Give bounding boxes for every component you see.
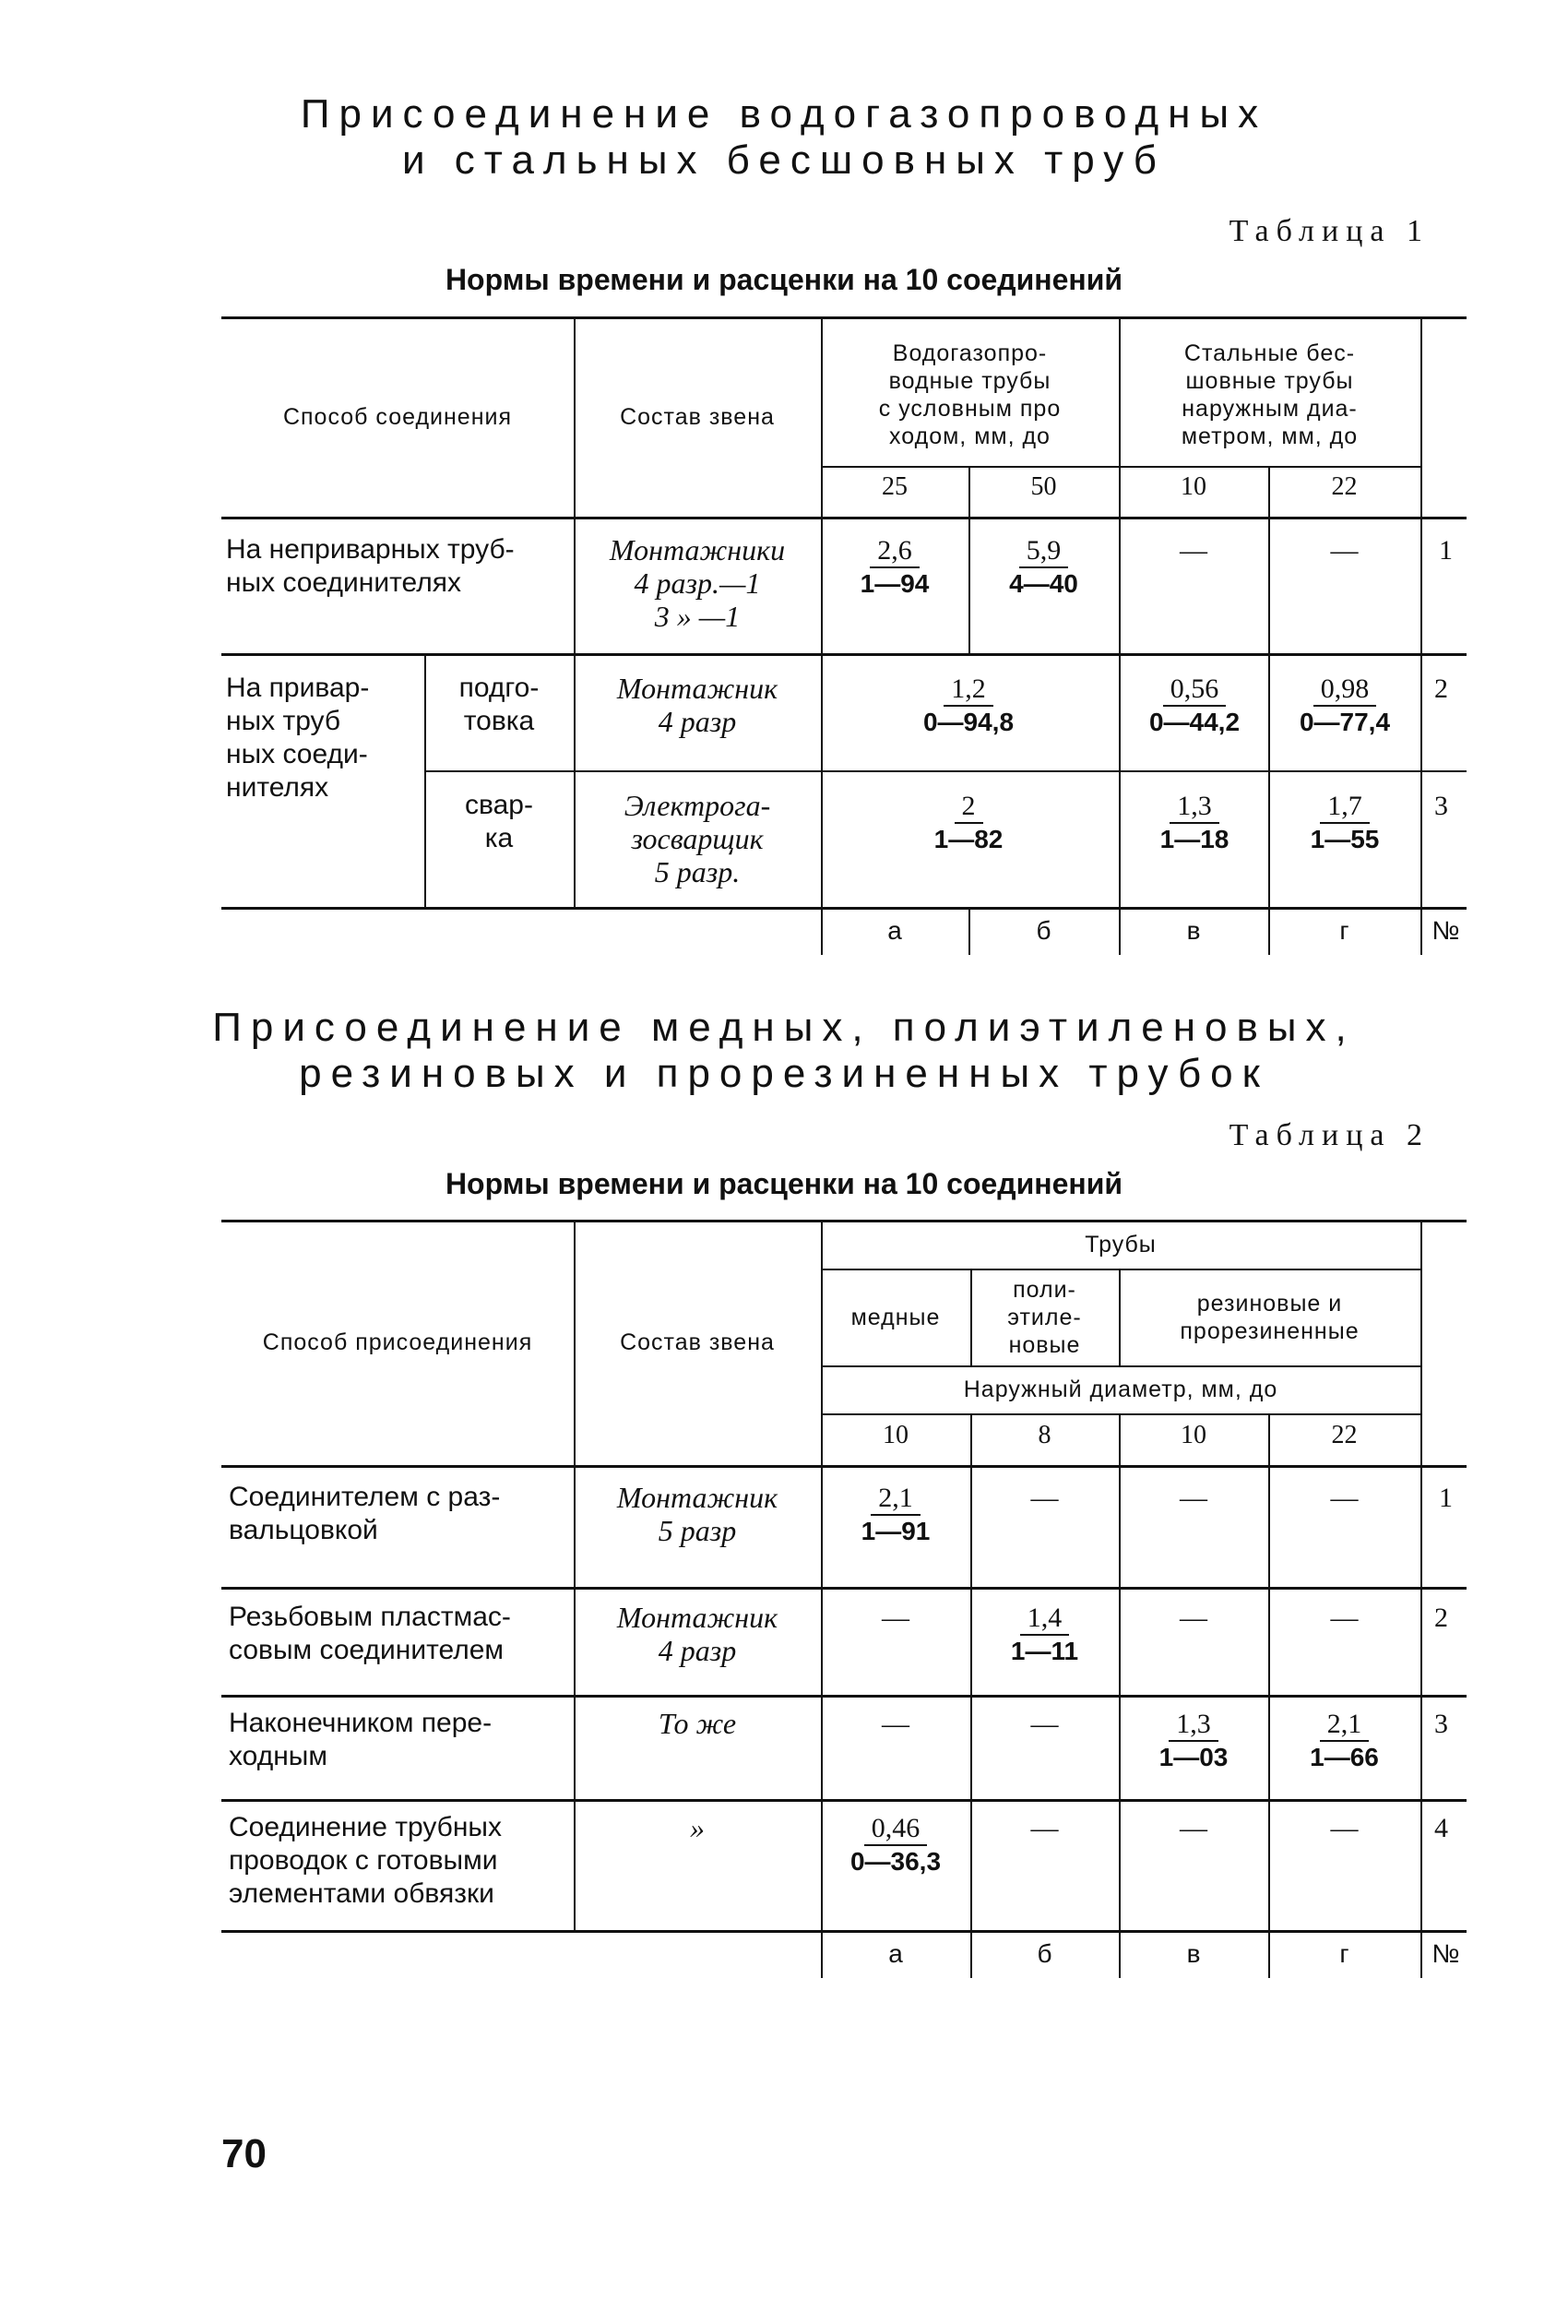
t1-header-group-a: Водогазопро- водные трубы с условным про ходом, мм, до <box>878 340 1062 449</box>
t1-key-no: № <box>1431 916 1460 945</box>
t1-row2-crew: Монтажник 4 разр <box>616 672 778 738</box>
t1-key-b: б <box>1036 916 1051 945</box>
t1-row1-d: — <box>1330 535 1359 566</box>
t2-row3-b: — <box>1030 1709 1059 1739</box>
t2-row4-b: — <box>1030 1813 1059 1843</box>
t2-row3-c: $\frac{1,3}{1—03}$ <box>1158 1709 1229 1771</box>
table2-label: Таблица 2 <box>1229 1118 1430 1152</box>
t1-row1-a: $\frac{2,6}{1—94}$ <box>860 535 930 598</box>
t1-row2-ab: $\frac{1,2}{0—94,8}$ <box>922 673 1015 736</box>
section-title-2-line2: резиновых и прорезиненных трубок <box>299 1051 1269 1096</box>
t1-key-a: а <box>887 916 902 945</box>
t1-header-group-b: Стальные бес- шовные трубы наружным диа- метром, мм, до <box>1181 340 1359 449</box>
t2-row2-c: — <box>1180 1603 1207 1633</box>
t2-row1-d: — <box>1330 1483 1359 1513</box>
t2-key-a: а <box>888 1939 903 1968</box>
t1-row1-method: На неприварных труб- ных соединителях <box>226 534 515 598</box>
t1-row3-no: 3 <box>1434 791 1448 821</box>
t2-row2-method: Резьбовым пластмас- совым соединителем <box>229 1602 511 1665</box>
t2-row2-b: $\frac{1,4}{1—11}$ <box>1010 1603 1079 1665</box>
t1-header-crew: Состав звена <box>620 403 775 430</box>
t2-row1-method: Соединителем с раз- вальцовкой <box>229 1482 501 1545</box>
t1-size-d: 22 <box>1331 472 1358 501</box>
t2-key-b: б <box>1037 1939 1052 1968</box>
t2-header-pipes: Трубы <box>1085 1231 1157 1257</box>
table1-label: Таблица 1 <box>1229 214 1430 248</box>
t2-row1-a: $\frac{2,1}{1—91}$ <box>861 1483 931 1545</box>
t1-row1-b: $\frac{5,9}{4—40}$ <box>1009 535 1078 598</box>
t2-header-copper: медные <box>850 1304 941 1330</box>
t1-row2-c: $\frac{0,56}{0—44,2}$ <box>1148 673 1241 736</box>
t2-header-crew: Состав звена <box>620 1329 775 1355</box>
t2-row1-no: 1 <box>1439 1483 1453 1513</box>
t2-row4-no: 4 <box>1434 1813 1448 1843</box>
section-title-2-line1: Присоединение медных, полиэтиленовых, <box>212 1005 1356 1050</box>
t2-row3-method: Наконечником пере- ходным <box>229 1708 493 1771</box>
t1-row3-d: $\frac{1,7}{1—55}$ <box>1310 791 1380 853</box>
t2-row3-no: 3 <box>1434 1709 1448 1739</box>
t2-row2-a: — <box>882 1603 909 1633</box>
t2-row3-a: — <box>882 1709 909 1739</box>
t1-row3-sub: свар- ка <box>465 790 533 853</box>
t1-row2-no: 2 <box>1434 673 1448 704</box>
t1-row1-no: 1 <box>1439 535 1453 566</box>
t2-header-diameter: Наружный диаметр, мм, до <box>963 1377 1278 1402</box>
t1-row2-method: На привар- ных труб ных соеди- нителях <box>226 673 370 803</box>
t2-size-c: 10 <box>1181 1421 1206 1449</box>
table1-caption: Нормы времени и расценки на 10 соединений <box>445 263 1123 296</box>
page-number: 70 <box>221 2131 267 2176</box>
t2-key-c: в <box>1186 1939 1201 1968</box>
t1-key-c: в <box>1186 916 1201 945</box>
t2-key-no: № <box>1431 1939 1460 1968</box>
t2-row1-crew: Монтажник 5 разр <box>616 1481 778 1547</box>
section-title-1-line1: Присоединение водогазопроводных <box>300 91 1268 137</box>
t2-row4-crew: » <box>690 1811 705 1844</box>
t2-header-method: Способ присоединения <box>262 1329 533 1355</box>
t1-row3-c: $\frac{1,3}{1—18}$ <box>1159 791 1229 853</box>
t2-header-rubber: резиновые и прорезиненные <box>1180 1290 1360 1344</box>
t1-row1-c: — <box>1180 535 1207 566</box>
t1-header-method: Способ соединения <box>282 403 513 430</box>
t2-header-poly: поли- этиле- новые <box>1007 1276 1082 1358</box>
t1-size-b: 50 <box>1030 472 1057 501</box>
t2-row3-d: $\frac{2,1}{1—66}$ <box>1310 1709 1379 1771</box>
t2-row2-crew: Монтажник 4 разр <box>616 1601 778 1667</box>
t2-row1-b: — <box>1030 1483 1059 1513</box>
t1-row3-ab: $\frac{2}{1—82}$ <box>933 791 1004 853</box>
t2-row2-no: 2 <box>1434 1603 1448 1633</box>
t1-row1-crew: Монтажники 4 разр.—1 3 » —1 <box>609 533 786 633</box>
t1-row3-crew: Электрога- зосварщик 5 разр. <box>624 789 771 888</box>
t1-size-c: 10 <box>1181 472 1206 501</box>
t2-size-b: 8 <box>1038 1421 1051 1449</box>
t2-key-d: г <box>1339 1939 1349 1968</box>
t1-row2-sub: подго- товка <box>458 673 540 736</box>
t2-row4-d: — <box>1330 1813 1359 1843</box>
table2-caption: Нормы времени и расценки на 10 соединений <box>445 1167 1123 1200</box>
t1-row2-d: $\frac{0,98}{0—77,4}$ <box>1299 673 1391 736</box>
t2-row1-c: — <box>1180 1483 1207 1513</box>
t2-row4-a: $\frac{0,46}{0—36,3}$ <box>849 1813 942 1876</box>
t2-row4-method: Соединение трубных проводок с готовыми элементами обвязки <box>229 1812 502 1909</box>
t2-row2-d: — <box>1330 1603 1359 1633</box>
t2-row3-crew: То же <box>658 1707 737 1740</box>
t2-size-a: 10 <box>883 1421 909 1449</box>
t2-size-d: 22 <box>1331 1421 1358 1449</box>
t2-row4-c: — <box>1180 1813 1207 1843</box>
t1-key-d: г <box>1339 916 1349 945</box>
t1-size-a: 25 <box>882 472 908 501</box>
section-title-1-line2: и стальных бесшовных труб <box>402 137 1166 183</box>
